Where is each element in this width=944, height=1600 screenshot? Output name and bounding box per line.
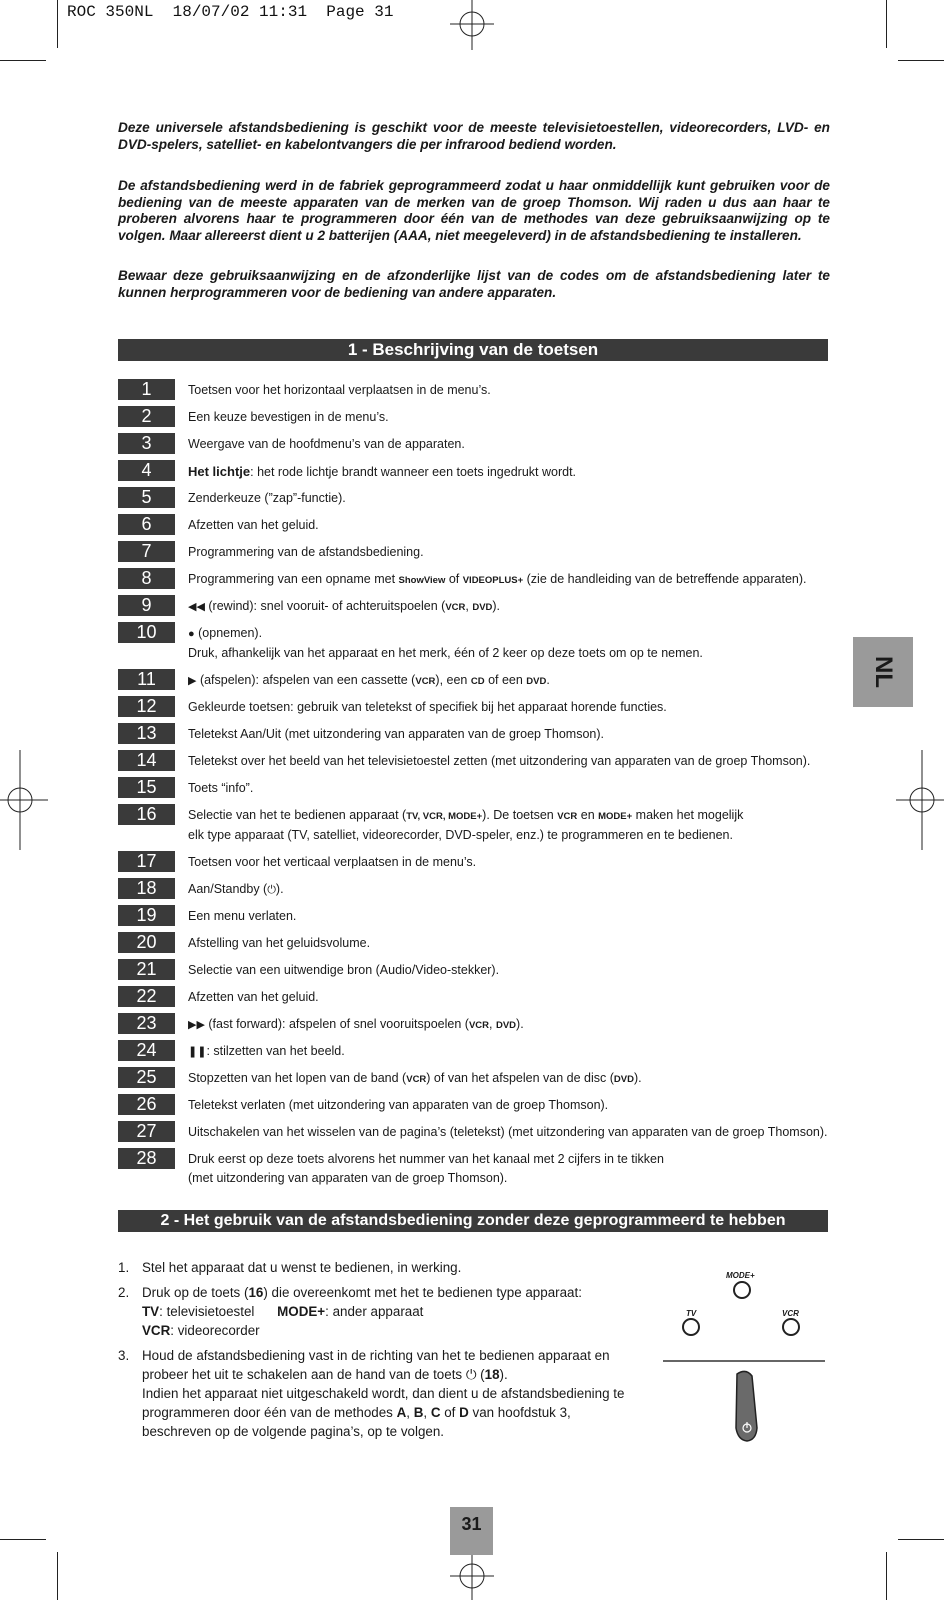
- step-number: 2.: [118, 1285, 130, 1300]
- crop-mark: [898, 1539, 944, 1540]
- vcr-label: VCR: [468, 1020, 490, 1031]
- key-text: (opnemen).: [194, 626, 263, 640]
- key-number: 21: [118, 959, 175, 980]
- separator: of: [440, 1405, 460, 1420]
- key-number: 15: [118, 777, 175, 798]
- key-description: [188, 1042, 838, 1062]
- key-description: Teletekst Aan/Uit (met uitzondering van apparaten van de groep Thomson).: [188, 727, 604, 741]
- key-description: Toets “info”.: [188, 781, 254, 795]
- crop-mark: [57, 0, 58, 48]
- step-line: Indien het apparaat niet uitgeschakeld wordt, dan dient u de afstandsbediening te: [142, 1386, 625, 1401]
- key-number: 14: [118, 750, 175, 771]
- key-text: of een: [484, 673, 527, 687]
- key-description: Afzetten van het geluid.: [188, 990, 319, 1004]
- step-text-part: ).: [499, 1367, 508, 1382]
- step-text-part: Druk op de toets (: [142, 1285, 249, 1300]
- step-text: Stel het apparaat dat u wenst te bedienen, in werking.: [142, 1260, 462, 1275]
- key-description: [188, 671, 838, 691]
- vcr-term: VCR: [142, 1323, 171, 1338]
- key-number: 9: [118, 595, 175, 616]
- intro-paragraph-1: Deze universele afstandsbediening is geschikt voor de meeste televisietoestellen, videorecorders, LVD- en DVD-spelers, satelliet- en kabelontvangers die per infrarood bediend worden.: [118, 120, 830, 152]
- key-description: [188, 570, 838, 590]
- step-line: probeer het uit te schakelen aan de hand van de toets: [142, 1367, 466, 1382]
- step-text: [142, 1283, 662, 1340]
- remote-power-key-icon: [736, 1371, 757, 1441]
- key-description: [188, 462, 838, 482]
- key-description: Een menu verlaten.: [188, 909, 297, 923]
- key-number: 8: [118, 568, 175, 589]
- vcr-label: VCR: [445, 602, 466, 613]
- rewind-icon: ◀◀: [188, 601, 205, 613]
- fast-forward-icon: ▶▶: [188, 1019, 205, 1031]
- key-number: 19: [118, 905, 175, 926]
- key-text: ). De toetsen: [482, 808, 558, 822]
- key-text: Stopzetten van het lopen van de band (: [188, 1071, 407, 1085]
- registration-mark-icon: [896, 750, 944, 850]
- page-number: 31: [450, 1507, 493, 1555]
- key-text-line-2: (met uitzondering van apparaten van de groep Thomson).: [188, 1171, 508, 1185]
- method-c: C: [430, 1405, 441, 1420]
- mode-plus-term: MODE+: [277, 1304, 326, 1319]
- key-description: [188, 1150, 838, 1188]
- language-tab: [853, 637, 913, 707]
- crop-mark: [898, 60, 944, 61]
- step-text-part: van hoofdstuk 3,: [468, 1405, 571, 1420]
- mode-plus-label: MODE+: [598, 811, 633, 822]
- method-b: B: [413, 1405, 424, 1420]
- key-number: 2: [118, 406, 175, 427]
- key-text-line-2: elk type apparaat (TV, satelliet, videorecorder, DVD-speler, enz.) te programmeren en te bedienen.: [188, 828, 733, 842]
- step-text: [142, 1346, 662, 1441]
- mode-plus-button-icon: [734, 1282, 750, 1298]
- key-text: en: [577, 808, 599, 822]
- mode-plus-description: : ander apparaat: [325, 1304, 424, 1319]
- key-number: 10: [118, 622, 175, 643]
- separator: ,: [406, 1405, 414, 1420]
- key-number: 27: [118, 1121, 175, 1142]
- intro-paragraph-2: De afstandsbediening werd in de fabriek geprogrammeerd zodat u haar onmiddellijk kunt gebruiken voor de bediening van de meeste apparaten van de merken van de groep Thomson. Wij raden u dus aan haar te proberen alvorens haar te programmeren door één van de methodes van deze gebruiksaanwijzing op te volgen. Maar allereerst dient u 2 batterijen (AAA, niet meegeleverd) in de afstandsbediening te installeren.: [118, 178, 830, 243]
- key-number: 5: [118, 487, 175, 508]
- key-number: 25: [118, 1067, 175, 1088]
- dvd-label: DVD: [472, 602, 493, 613]
- key-number: 12: [118, 696, 175, 717]
- key-text: maken het mogelijk: [632, 808, 744, 822]
- key-number: 16: [118, 804, 175, 825]
- step-number: 3.: [118, 1348, 130, 1363]
- language-label: NL: [870, 656, 897, 688]
- key-text: ), een: [435, 673, 471, 687]
- play-icon: ▶: [188, 675, 197, 687]
- dvd-label: DVD: [526, 676, 547, 687]
- key-text: (fast forward): afspelen of snel vooruitspoelen (: [204, 1017, 469, 1031]
- key-description: Zenderkeuze (”zap”-functie).: [188, 491, 346, 505]
- key-text: : het rode lichtje brandt wanneer een toets ingedrukt wordt.: [250, 465, 577, 479]
- key-description: Afstelling van het geluidsvolume.: [188, 936, 371, 950]
- method-d: D: [459, 1405, 469, 1420]
- key-number: 20: [118, 932, 175, 953]
- vcr-description: : videorecorder: [170, 1323, 260, 1338]
- key-description: [188, 1015, 838, 1035]
- step-line: Houd de afstandsbediening vast in de richting van het te bedienen apparaat en: [142, 1348, 610, 1363]
- key-text: ,: [465, 599, 473, 613]
- tv-button-label: TV: [686, 1309, 697, 1318]
- crop-mark: [57, 1552, 58, 1600]
- tv-button-icon: [683, 1319, 699, 1335]
- key-description: [188, 806, 838, 845]
- crop-mark: [0, 1539, 46, 1540]
- key-number: 22: [118, 986, 175, 1007]
- vcr-button-label: VCR: [782, 1309, 799, 1318]
- vcr-button-icon: [783, 1319, 799, 1335]
- step-number: 1.: [118, 1260, 130, 1275]
- key-text: of: [445, 572, 463, 586]
- key-description: [188, 597, 838, 617]
- key-text: (zie de handleiding van de betreffende apparaten).: [523, 572, 807, 586]
- dvd-label: DVD: [613, 1074, 634, 1085]
- key-text: Selectie van het te bedienen apparaat (: [188, 808, 407, 822]
- key-number: 11: [118, 669, 175, 690]
- key-number: 17: [118, 851, 175, 872]
- key-number: 23: [118, 1013, 175, 1034]
- key-text: ).: [275, 882, 284, 896]
- key-bold-term: Het lichtje: [188, 464, 251, 479]
- key-description: [188, 624, 838, 663]
- key-description: [188, 1069, 838, 1089]
- key-text: .: [546, 673, 550, 687]
- key-number: 24: [118, 1040, 175, 1061]
- separator: ,: [423, 1405, 431, 1420]
- key-number: 26: [118, 1094, 175, 1115]
- key-number: 6: [118, 514, 175, 535]
- key-ref: 16: [248, 1285, 264, 1300]
- key-text: (afspelen): afspelen van een cassette (: [196, 673, 416, 687]
- step-text-part: (: [476, 1367, 485, 1382]
- key-description: Toetsen voor het verticaal verplaatsen in de menu’s.: [188, 855, 477, 869]
- key-description: Teletekst over het beeld van het televisietoestel zetten (met uitzondering van apparaten van de groep Thomson).: [188, 754, 811, 768]
- key-description: Afzetten van het geluid.: [188, 518, 319, 532]
- record-icon: ●: [188, 628, 195, 640]
- key-number: 3: [118, 433, 175, 454]
- step-line: beschreven op de volgende pagina’s, op te volgen.: [142, 1424, 445, 1439]
- pause-icon: ❚❚: [188, 1046, 207, 1058]
- key-description: Programmering van de afstandsbediening.: [188, 545, 424, 559]
- power-icon: ⏻: [267, 884, 276, 896]
- registration-mark-icon: [450, 1552, 494, 1600]
- key-text-line-2: Druk, afhankelijk van het apparaat en het merk, één of 2 keer op deze toets om op te nemen.: [188, 646, 703, 660]
- key-text: ).: [516, 1017, 524, 1031]
- step-text-part: ) die overeenkomt met het te bedienen type apparaat:: [263, 1285, 582, 1300]
- key-text: (rewind): snel vooruit- of achteruitspoelen (: [204, 599, 446, 613]
- showview-label: ShowView: [398, 575, 446, 586]
- key-description: Toetsen voor het horizontaal verplaatsen in de menu’s.: [188, 383, 491, 397]
- vcr-label: VCR: [415, 676, 436, 687]
- print-slug: ROC 350NL 18/07/02 11:31 Page 31: [67, 3, 394, 21]
- key-description: Uitschakelen van het wisselen van de pagina’s (teletekst) (met uitzondering van apparaten van de groep Thomson).: [188, 1125, 828, 1139]
- key-description: Selectie van een uitwendige bron (Audio/Video-stekker).: [188, 963, 500, 977]
- crop-mark: [0, 60, 46, 61]
- key-description: Teletekst verlaten (met uitzondering van apparaten van de groep Thomson).: [188, 1098, 609, 1112]
- key-number: 7: [118, 541, 175, 562]
- key-number: 13: [118, 723, 175, 744]
- key-text: Aan/Standby (: [188, 882, 268, 896]
- step-line: programmeren door één van de methodes: [142, 1405, 397, 1420]
- key-number: 1: [118, 379, 175, 400]
- device-labels: TV, VCR, MODE+: [406, 811, 483, 822]
- dvd-label: DVD: [495, 1020, 517, 1031]
- registration-mark-icon: [450, 0, 494, 52]
- key-text: ,: [489, 1017, 496, 1031]
- key-number: 4: [118, 460, 175, 481]
- mode-plus-button-label: MODE+: [726, 1271, 755, 1280]
- vcr-label: VCR: [406, 1074, 427, 1085]
- section-1-heading: 1 - Beschrijving van de toetsen: [118, 339, 828, 361]
- crop-mark: [886, 1552, 887, 1600]
- key-text: : stilzetten van het beeld.: [206, 1044, 345, 1058]
- remote-illustration: [660, 1278, 830, 1448]
- cd-label: CD: [470, 676, 485, 687]
- key-number: 18: [118, 878, 175, 899]
- key-description: Gekleurde toetsen: gebruik van teletekst of specifiek bij het apparaat horende functies.: [188, 700, 667, 714]
- key-number: 28: [118, 1148, 175, 1169]
- key-description: Weergave van de hoofdmenu’s van de apparaten.: [188, 437, 465, 451]
- key-text: ).: [492, 599, 501, 613]
- tv-term: TV: [142, 1304, 160, 1319]
- section-2-heading: 2 - Het gebruik van de afstandsbediening zonder deze geprogrammeerd te hebben: [118, 1210, 828, 1232]
- key-text: ) of van het afspelen van de disc (: [426, 1071, 614, 1085]
- key-description: Een keuze bevestigen in de menu’s.: [188, 410, 389, 424]
- key-text: ).: [633, 1071, 642, 1085]
- key-description: [188, 880, 838, 900]
- key-text: Programmering van een opname met: [188, 572, 399, 586]
- intro-paragraph-3: Bewaar deze gebruiksaanwijzing en de afzonderlijke lijst van de codes om de afstandsbediening later te kunnen herprogrammeren voor de bediening van andere apparaten.: [118, 268, 830, 300]
- tv-description: : televisietoestel: [159, 1304, 255, 1319]
- key-ref: 18: [484, 1367, 500, 1382]
- crop-mark: [886, 0, 887, 48]
- videoplus-label: VIDEOPLUS+: [462, 575, 524, 586]
- key-text: Druk eerst op deze toets alvorens het nummer van het kanaal met 2 cijfers in te tikken: [188, 1152, 664, 1166]
- method-a: A: [396, 1405, 407, 1420]
- power-icon: ⏻: [465, 1367, 477, 1382]
- vcr-label: VCR: [557, 811, 578, 822]
- registration-mark-icon: [0, 750, 48, 850]
